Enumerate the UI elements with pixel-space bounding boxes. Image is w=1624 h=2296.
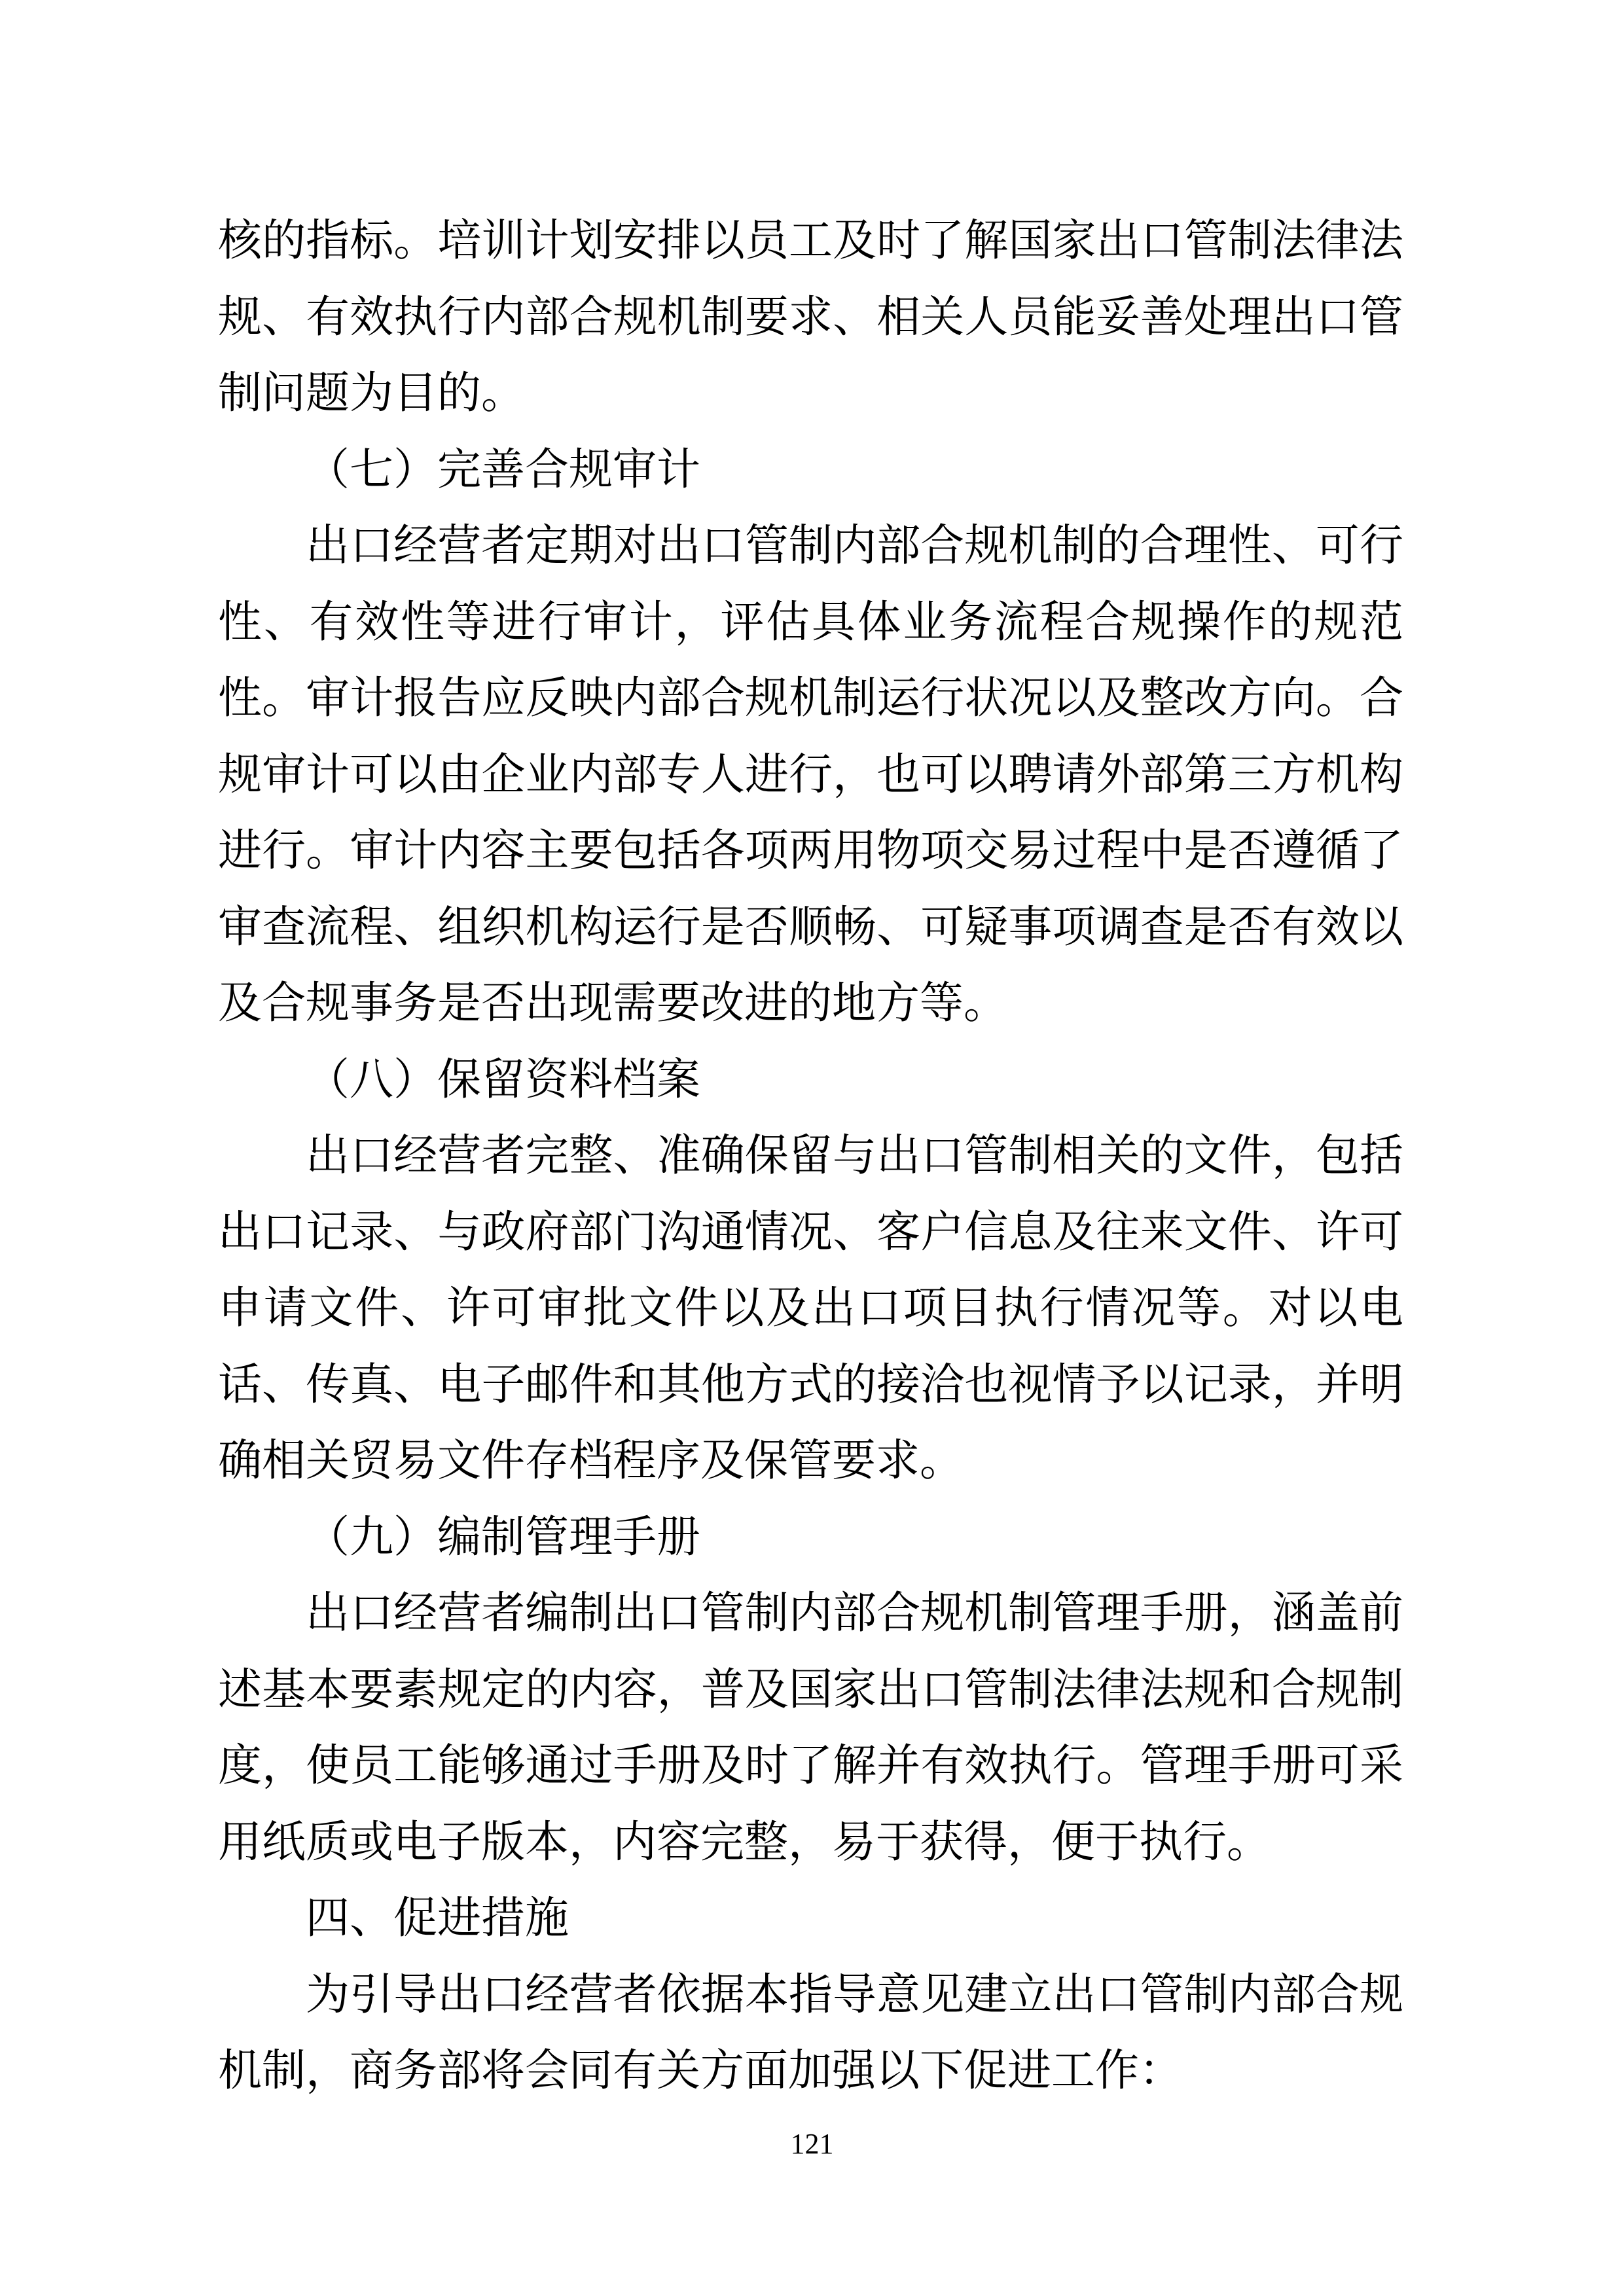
paragraph-promotion-intro: 为引导出口经营者依据本指导意见建立出口管制内部合规机制，商务部将会同有关方面加强以下促进工作： bbox=[218, 1970, 1403, 2095]
heading-section-7-compliance-audit: （七）完善合规审计 bbox=[306, 445, 700, 494]
paragraph-compliance-audit: 出口经营者定期对出口管制内部合规机制的合理性、可行性、有效性等进行审计，评估具体业务流程合规操作的规范性。审计报告应反映内部合规机制运行状况以及整改方向。合规审计可以由企业内部专人进行，也可以聘请外部第三方机构进行。审计内容主要包括各项两用物项交易过程中是否遵循了审查流程、组织机构运行是否顺畅、可疑事项调查是否有效以及合规事务是否出现需要改进的地方等。 bbox=[218, 522, 1403, 1028]
paragraph-record-keeping: 出口经营者完整、准确保留与出口管制相关的文件，包括出口记录、与政府部门沟通情况、客户信息及往来文件、许可申请文件、许可审批文件以及出口项目执行情况等。对以电话、传真、电子邮件和其他方式的接洽也视情予以记录，并明确相关贸易文件存档程序及保管要求。 bbox=[218, 1132, 1403, 1485]
page-body bbox=[218, 203, 1403, 2109]
heading-section-8-record-keeping: （八）保留资料档案 bbox=[306, 1055, 700, 1104]
heading-section-9-management-manual: （九）编制管理手册 bbox=[306, 1513, 700, 1562]
paragraph-training-goal-continuation: 核的指标。培训计划安排以员工及时了解国家出口管制法律法规、有效执行内部合规机制要求、相关人员能妥善处理出口管制问题为目的。 bbox=[218, 217, 1403, 418]
page-footer bbox=[0, 2128, 1624, 2160]
heading-section-4-promotion-measures: 四、促进措施 bbox=[306, 1894, 569, 1943]
paragraph-management-manual: 出口经营者编制出口管制内部合规机制管理手册，涵盖前述基本要素规定的内容，普及国家出口管制法律法规和合规制度，使员工能够通过手册及时了解并有效执行。管理手册可采用纸质或电子版本，内容完整，易于获得，便于执行。 bbox=[218, 1589, 1403, 1867]
page-number: 121 bbox=[790, 2128, 834, 2160]
